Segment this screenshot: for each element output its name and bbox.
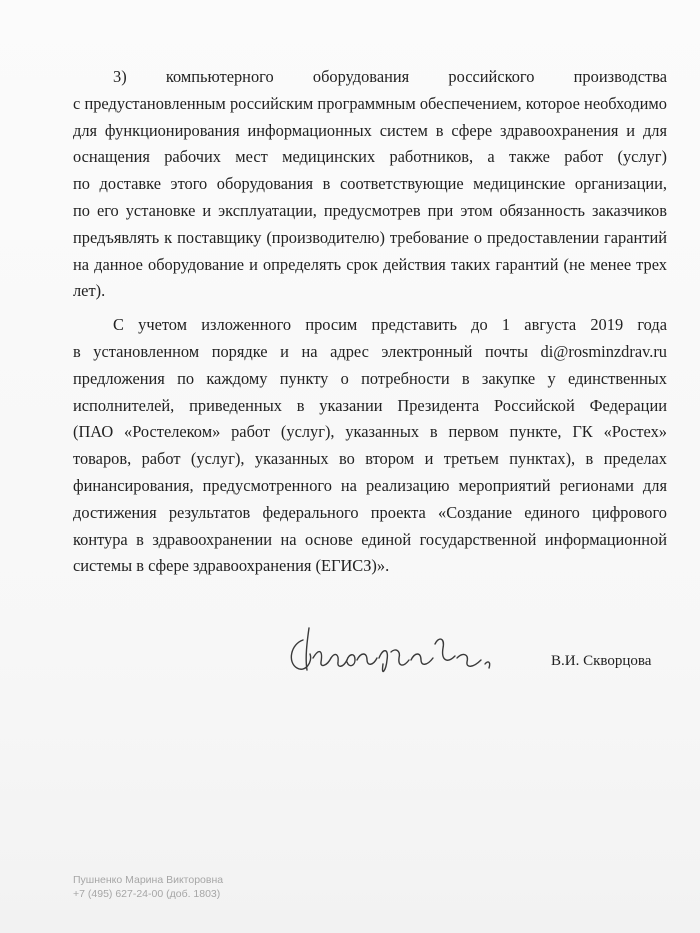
signer-name: В.И. Скворцова [551, 653, 652, 669]
text-line: по его установке и эксплуатации, предусмотрев при этом обязанность заказчиков [73, 200, 667, 220]
text-line: (ПАО «Ростелеком» работ (услуг), указанных в первом пункте, ГК «Ростех» [73, 422, 667, 442]
text-line: на данное оборудование и определять срок действия таких гарантий (не менее трех [73, 254, 667, 274]
paragraph-request [73, 312, 667, 580]
text-line: предъявлять к поставщику (производителю) требование о предоставлении гарантий [73, 227, 667, 247]
text-line: предложения по каждому пункту о потребности в закупке у единственных [73, 368, 667, 388]
executor-phone: +7 (495) 627-24-00 (доб. 1803) [73, 888, 221, 900]
text-line: достижения результатов федерального проекта «Создание единого цифрового [73, 502, 667, 522]
text-line: с предустановленным российским программным обеспечением, которое необходимо [73, 93, 667, 113]
text-line: системы в сфере здравоохранения (ЕГИСЗ)». [73, 556, 390, 576]
text-line: исполнителей, приведенных в указании Президента Российской Федерации [73, 395, 667, 415]
text-line: для функционирования информационных систем в сфере здравоохранения и для [73, 120, 667, 140]
text-line: С учетом изложенного просим представить до 1 августа 2019 года [113, 315, 667, 335]
letter-body [73, 64, 667, 587]
executor-footer [73, 873, 223, 901]
text-line: 3) компьютерного оборудования российского производства [113, 67, 667, 86]
text-line: оснащения рабочих мест медицинских работников, а также работ (услуг) [73, 147, 667, 167]
text-line: по доставке этого оборудования в соответствующие медицинские организации, [73, 174, 667, 194]
text-line: контура в здравоохранении на основе единой государственной информационной [73, 529, 667, 549]
text-line: лет). [73, 281, 106, 301]
executor-name: Пушненко Марина Викторовна [73, 874, 224, 886]
text-line: в установленном порядке и на адрес электронный почты di@rosminzdrav.ru [73, 341, 667, 361]
text-line: финансирования, предусмотренного на реализацию мероприятий регионами для [73, 475, 667, 495]
handwritten-signature [283, 618, 503, 680]
text-line: товаров, работ (услуг), указанных во втором и третьем пунктах), в пределах [73, 449, 667, 469]
paragraph-equipment [73, 64, 667, 305]
